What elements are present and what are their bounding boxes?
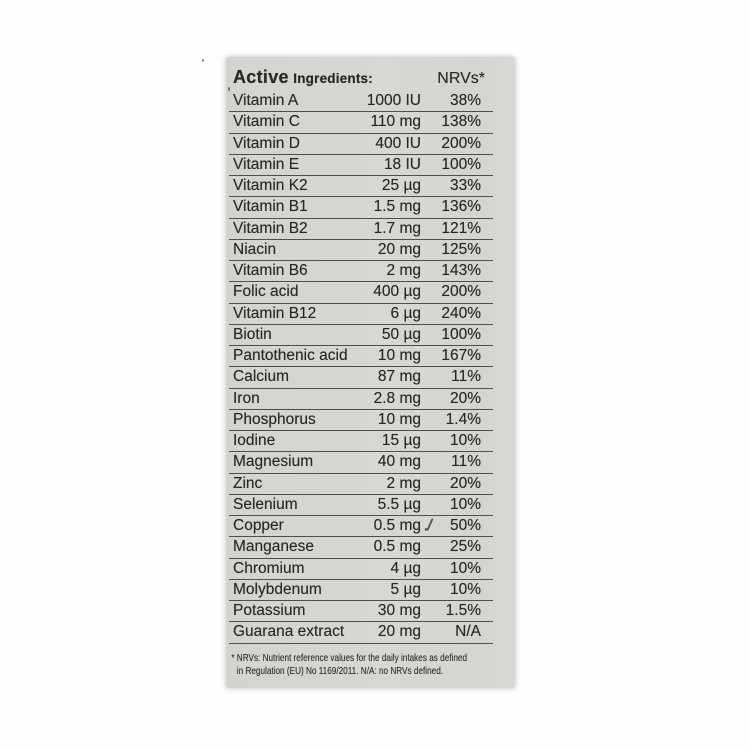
table-row xyxy=(229,91,493,112)
ingredient-nrv-cell: 11% xyxy=(451,368,481,386)
ingredient-nrv-cell: 20% xyxy=(449,389,481,407)
active-ingredients-heading xyxy=(233,67,437,88)
table-row xyxy=(229,155,493,176)
ingredient-amount-cell: 10 mg xyxy=(377,410,421,428)
table-row xyxy=(229,134,493,155)
ingredient-amount-cell: 1.5 mg xyxy=(373,198,421,216)
table-row xyxy=(229,410,493,431)
table-row xyxy=(229,112,493,133)
supplement-facts-label xyxy=(226,57,515,688)
ingredient-nrv-cell: 121% xyxy=(441,219,481,237)
ingredient-amount-cell: 5 µg xyxy=(390,580,421,598)
table-row xyxy=(229,474,493,495)
label-content xyxy=(226,57,515,679)
ingredient-nrv-cell: 38% xyxy=(449,92,481,110)
ingredient-nrv-cell: 138% xyxy=(441,113,481,131)
ingredient-nrv-cell: 20% xyxy=(449,474,481,492)
table-row xyxy=(229,431,493,452)
ingredient-name-cell: Vitamin B6 xyxy=(233,262,308,280)
ingredient-name-cell: Vitamin D xyxy=(233,134,300,152)
ingredient-nrv-cell: 10% xyxy=(449,495,481,513)
ingredient-name-cell: Molybdenum xyxy=(233,580,322,598)
nrv-footnote xyxy=(229,651,468,679)
table-row xyxy=(229,304,493,325)
ingredient-name-cell: Vitamin E xyxy=(233,155,300,173)
footnote-line-2: in Regulation (EU) No 1169/2011. N/A: no NRVs defined. xyxy=(236,665,444,677)
ingredient-name-cell: Vitamin B1 xyxy=(233,198,308,216)
ingredient-name-cell: Pantothenic acid xyxy=(233,347,348,365)
table-row xyxy=(229,176,493,197)
ingredient-amount-cell: 400 µg xyxy=(373,283,421,301)
photo-speck xyxy=(202,59,204,62)
ingredient-name-cell: Potassium xyxy=(233,602,306,620)
ingredient-amount-cell: 1000 IU xyxy=(366,92,421,110)
ingredient-amount-cell: 6 µg xyxy=(390,304,421,322)
ingredient-name-cell: Vitamin C xyxy=(233,113,300,131)
table-row xyxy=(229,495,493,516)
ingredient-amount-cell: 2 mg xyxy=(386,262,421,280)
table-row xyxy=(229,580,493,601)
ingredient-name-cell: Calcium xyxy=(233,368,289,386)
table-row xyxy=(229,452,493,473)
ingredient-nrv-cell: 11% xyxy=(451,453,481,471)
ingredient-nrv-cell: 143% xyxy=(441,262,481,280)
heading-ingredients: Ingredients: xyxy=(293,71,373,86)
ingredient-amount-cell: 4 µg xyxy=(390,559,421,577)
ingredient-nrv-cell: N/A xyxy=(455,623,481,641)
ingredient-nrv-cell: 33% xyxy=(449,177,481,195)
ingredient-name-cell: Vitamin K2 xyxy=(233,177,308,195)
ingredient-amount-cell: 2 mg xyxy=(386,474,421,492)
table-row xyxy=(229,219,493,240)
ingredient-amount-cell: 1.7 mg xyxy=(373,219,421,237)
ingredient-amount-cell: 20 mg xyxy=(377,240,421,258)
ingredient-nrv-cell: 240% xyxy=(441,304,481,322)
ingredient-name-cell: Niacin xyxy=(233,240,277,258)
ingredient-name-cell: Magnesium xyxy=(233,453,314,471)
ingredient-amount-cell: 10 mg xyxy=(377,347,421,365)
ingredient-nrv-cell: 10% xyxy=(449,432,481,450)
ingredient-name-cell: Copper xyxy=(233,517,284,535)
ingredient-name-cell: Phosphorus xyxy=(233,410,316,428)
ingredient-amount-cell: 25 µg xyxy=(381,177,421,195)
ingredient-amount-cell: 40 mg xyxy=(377,453,421,471)
ingredient-nrv-cell: 1.5% xyxy=(445,602,481,620)
ingredient-name-cell: Vitamin A xyxy=(233,92,299,110)
table-row xyxy=(229,559,493,580)
ingredient-amount-cell: 0.5 mg xyxy=(373,538,421,556)
heading-active: Active xyxy=(233,67,289,87)
table-row xyxy=(229,346,493,367)
ingredient-name-cell: Zinc xyxy=(233,474,263,492)
ingredient-amount-cell: 50 µg xyxy=(381,325,421,343)
table-row xyxy=(229,367,493,388)
ingredient-nrv-cell: 125% xyxy=(441,240,481,258)
ingredient-name-cell: Biotin xyxy=(233,325,272,343)
table-row xyxy=(229,516,493,537)
table-row xyxy=(229,261,493,282)
ingredient-amount-cell: 87 mg xyxy=(377,368,421,386)
ingredient-amount-cell: 20 mg xyxy=(377,623,421,641)
table-row xyxy=(229,325,493,346)
ingredient-nrv-cell: 100% xyxy=(441,325,481,343)
table-row xyxy=(229,282,493,303)
footnote-line-1: * NRVs: Nutrient reference values for the daily intakes as defined xyxy=(231,651,468,664)
ingredient-nrv-cell: 167% xyxy=(441,347,481,365)
ingredient-nrv-cell: 1.4% xyxy=(445,410,481,428)
ingredients-table xyxy=(229,91,493,644)
table-row xyxy=(229,197,493,218)
ingredient-amount-cell: 2.8 mg xyxy=(373,389,421,407)
table-row xyxy=(229,537,493,558)
ingredient-nrv-cell: 10% xyxy=(449,559,481,577)
table-row xyxy=(229,622,493,643)
ingredient-name-cell: Iron xyxy=(233,389,260,407)
nrv-column-header: NRVs* xyxy=(437,70,485,87)
ingredient-nrv-cell: 10% xyxy=(449,580,481,598)
ingredient-name-cell: Manganese xyxy=(233,538,315,556)
ingredient-name-cell: Selenium xyxy=(233,495,298,513)
ingredient-nrv-cell: 200% xyxy=(441,283,481,301)
ingredient-name-cell: Guarana extract xyxy=(233,623,345,641)
table-row xyxy=(229,389,493,410)
ingredient-name-cell: Vitamin B2 xyxy=(233,219,308,237)
ingredient-name-cell: Folic acid xyxy=(233,283,299,301)
ingredient-amount-cell: 5.5 µg xyxy=(377,495,421,513)
ingredient-name-cell: Chromium xyxy=(233,559,305,577)
ingredient-nrv-cell: 136% xyxy=(441,198,481,216)
ingredient-amount-cell: 18 IU xyxy=(383,155,421,173)
ingredient-nrv-cell: 200% xyxy=(441,134,481,152)
table-row xyxy=(229,601,493,622)
ingredient-name-cell: Vitamin B12 xyxy=(233,304,317,322)
ingredient-amount-cell: 15 µg xyxy=(381,432,421,450)
ingredient-amount-cell: 110 mg xyxy=(370,113,421,131)
table-row xyxy=(229,240,493,261)
ingredient-nrv-cell: 100% xyxy=(441,155,481,173)
ingredient-name-cell: Iodine xyxy=(233,432,276,450)
table-header xyxy=(229,57,493,91)
ingredient-amount-cell: 0.5 mg xyxy=(373,517,421,535)
ingredient-nrv-cell: 50% xyxy=(449,517,481,535)
photo-speck xyxy=(228,87,230,91)
ingredient-amount-cell: 30 mg xyxy=(377,602,421,620)
ingredient-amount-cell: 400 IU xyxy=(375,134,421,152)
ingredient-nrv-cell: 25% xyxy=(449,538,481,556)
